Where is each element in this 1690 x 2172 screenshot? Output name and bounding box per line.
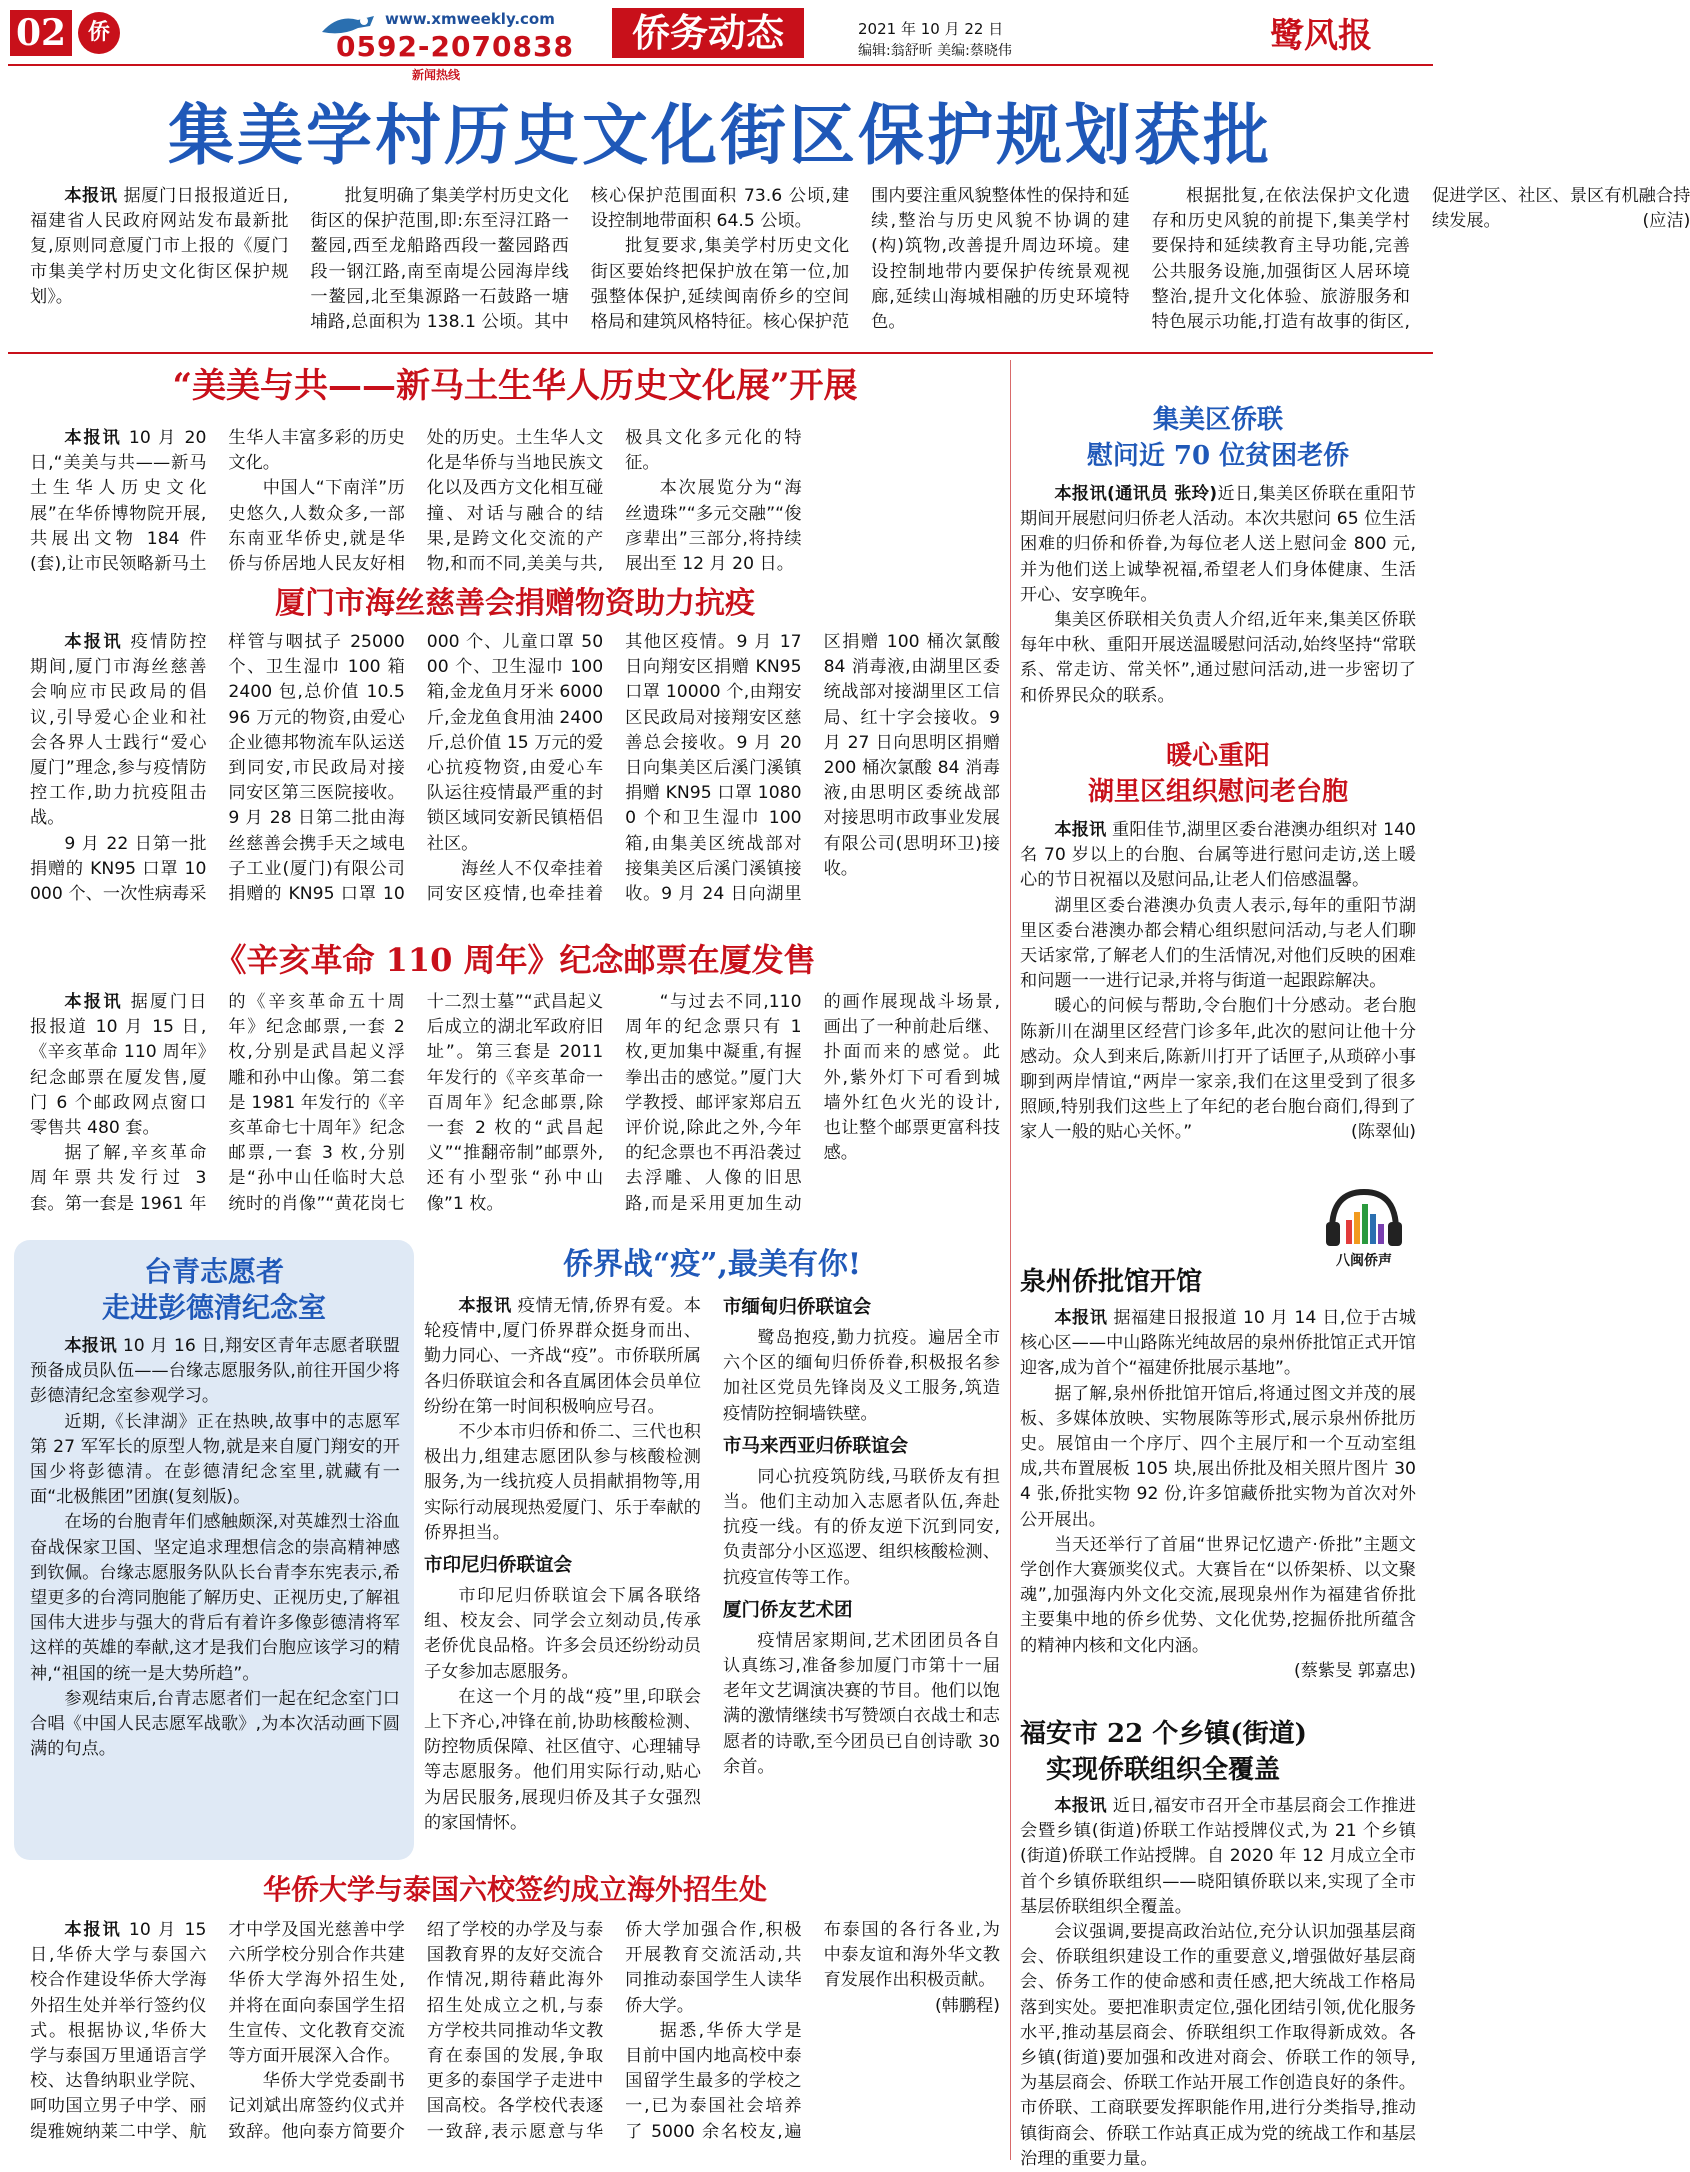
huli-headline: 暖心重阳 湖里区组织慰问老台胞 xyxy=(1087,741,1348,807)
headphones-icon xyxy=(1322,1186,1406,1250)
overseas-sub-art-troupe: 厦门侨友艺术团 xyxy=(723,1599,853,1621)
expo-body: 本报讯 10 月 20 日,“美美与共——新马土生华人历史文化展”在华侨博物院开展,共展出文物 184 件(套),让市民领略新马土生华人丰富多彩的历史文化。 中国人“下南洋”历史悠久,人数众多,一部东南亚华侨史,就是华侨与侨居地人民友好相处的历史。土生华人文化是华侨与当地民族文化以及西方文化相互碰撞、对话与融合的结果,是跨文化交流的产物,和而不同,美美与共,极具文化多元化的特征。 本次展览分为“海丝遗珠”“多元交融”“俊彦辈出”三部分,将持续展出至 12 月 20 日。 xyxy=(30,428,802,575)
header-rule xyxy=(8,64,1433,66)
huaqiao-headline: 华侨大学与泰国六校签约成立海外招生处 xyxy=(262,1873,767,1906)
quanzhou-signature: (蔡紫旻 郭嘉忠) xyxy=(1294,1660,1416,1681)
huli-signature: (陈翠仙) xyxy=(1351,1122,1416,1143)
fuan-headline: 福安市 22 个乡镇(街道) 实现侨联组织全覆盖 xyxy=(1020,1719,1307,1785)
huli-body: 本报讯 重阳佳节,湖里区委台港澳办组织对 140 名 70 岁以上的台胞、台属等进行慰问走访,送上暖心的节日祝福以及慰问品,让老人们倍感温馨。 湖里区委台港澳办负责人表示,每年的重阳节湖里区委台港澳办都会精心组织慰问活动,与老人们聊天话家常,了解老人们的生活情况,对他们反映的困难和问题一一进行记录,并将与街道一起跟踪解决。 暖心的问候与帮助,令台胞们十分感动。老台胞陈新川在湖里区经营门诊多年,此次的慰问让他十分感动。众人到来后,陈新川打开了话匣子,从琐碎小事聊到两岸情谊,“两岸一家亲,我们在这里受到了很多照顾,特别我们这些上了年纪的老台胞台商们,得到了家人一般的贴心关怀。” (陈翠仙) xyxy=(1020,818,1416,1178)
page-header xyxy=(0,0,1441,88)
overseas-body: 本报讯 疫情无情,侨界有爱。本轮疫情中,厦门侨界群众挺身而出、勤力同心、一齐战“疫”。市侨联所属各归侨联谊会和各直属团体会员单位纷纷在第一时间积极响应号召。 不少本市归侨和侨二、三代也积极出力,组建志愿团队参与核酸检测服务,为一线抗疫人员捐献捐物等,用实际行动展现热爱厦门、乐于奉献的侨界担当。 市印尼归侨联谊会 市印尼归侨联谊会下属各联络组、校友会、同学会立刻动员,传承老侨优良品格。许多会员还纷纷动员子女参加志愿服务。 在这一个月的战“疫”里,印联会上下齐心,冲锋在前,协助核酸检测、防控物质保障、社区值守、心理辅导等志愿服务。他们用实际行动,贴心为居民服务,展现归侨及其子女强烈的家国情怀。 市缅甸归侨联谊会 鹭岛抱疫,勤力抗疫。遍居全市六个区的缅甸归侨侨眷,积极报名参加社区党员先锋岗及义工服务,筑造疫情防控铜墙铁壁。 市马来西亚归侨联谊会 同心抗疫筑防线,马联侨友有担当。他们主动加入志愿者队伍,奔赴抗疫一线。有的侨友逆下沉到同安,负责部分小区巡逻、组织核酸检测、抗疫宣传等工作。 厦门侨友艺术团 疫情居家期间,艺术团团员各自认真练习,准备参加厦门市第十一届老年文艺调演决赛的节目。他们以饱满的激情继续书写赞颂白衣战士和志愿者的诗歌,至今团员已自创诗歌 30 余首。 xyxy=(424,1296,1000,1833)
section-title: 侨务动态 xyxy=(612,8,804,58)
hotline-caption: 新闻热线 xyxy=(412,68,461,82)
taiwan-body: 本报讯 10 月 16 日,翔安区青年志愿者联盟预备成员队伍——台缘志愿服务队,前往开国少将彭德清纪念室参观学习。 近期,《长津湖》正在热映,故事中的志愿军第 27 军军长的原型人物,就是来自厦门翔安的开国少将彭德清。在彭德清纪念室里,就藏有一面“北极熊团”团旗(复刻版)。 在场的台胞青年们感触颇深,对英雄烈士浴血奋战保家卫国、坚定追求理想信念的崇高精神感到钦佩。台缘志愿服务队队长台青李东宪表示,希望更多的台湾同胞能了解历史、正视历史,了解祖国伟大进步与强大的背后有着许多像彭德清将军这样的英雄的奉献,这才是我们台胞应该学习的精神,“祖国的统一是大势所趋”。 参观结束后,台青志愿者们一起在纪念室门口合唱《中国人民志愿军战歌》,为本次活动画下圆满的句点。 xyxy=(30,1336,400,1760)
overseas-sub-myanmar: 市缅甸归侨联谊会 xyxy=(723,1297,872,1318)
overseas-headline: 侨界战“疫”,最美有你! xyxy=(562,1247,862,1282)
stamp-body: 本报讯 据厦门日报报道 10 月 15 日,《辛亥革命 110 周年》纪念邮票在厦发售,厦门 6 个邮政网点窗口零售共 480 套。 据了解,辛亥革命周年票共发行过 3 套。第一套是 1961 年的《辛亥革命五十周年》纪念邮票,一套 2 枚,分别是武昌起义浮雕和孙中山像。第二套是 1981 年发行的《辛亥革命七十周年》纪念邮票,一套 3 枚,分别是“孙中山任临时大总统时的肖像”“黄花岗七十二烈士墓”“武昌起义后成立的湖北军政府旧址”。第三套是 2011 年发行的《辛亥革命一百周年》纪念邮票,除一套 2 枚的“武昌起义”“推翻帝制”邮票外,还有小型张“孙中山像”1 枚。 “与过去不同,110 周年的纪念票只有 1 枚,更加集中凝重,有握拳出击的感觉。”厦门大学教授、邮评家郑启五评价说,除此之外,今年的纪念票也不再沿袭过去浮雕、人像的旧思路,而是采用更加生动的画作展现战斗场景,画出了一种前赴后继、扑面而来的感觉。此外,紫外灯下可看到城墙外红色火光的设计,也让整个邮票更富科技感。 xyxy=(30,992,1000,1214)
expo-headline: “美美与共——新马土生华人历史文化展”开展 xyxy=(172,366,858,406)
lead-headline: 集美学村历史文化街区保护规划获批 xyxy=(168,96,1272,174)
page-badge-icon: 侨 xyxy=(78,12,120,54)
section-badge: 八闽侨声 xyxy=(1336,1253,1392,1269)
huaqiao-body: 本报讯 10 月 15 日,华侨大学与泰国六校合作建设华侨大学海外招生处并举行签约仪式。根据协议,华侨大学与泰国万里通语言学校、达鲁纳职业学院、呵叻国立男子中学、丽缇雅婉纳莱二中学、航才中学及国光慈善中学六所学校分别合作共建华侨大学海外招生处,并将在面向泰国学生招生宣传、文化教育交流等方面开展深入合作。 华侨大学党委副书记刘斌出席签约仪式并致辞。他向泰方简要介绍了学校的办学及与泰国教育界的友好交流合作情况,期待藉此海外招生处成立之机,与泰方学校共同推动华文教育在泰国的发展,争取更多的泰国学子走进中国高校。各学校代表逐一致辞,表示愿意与华侨大学加强合作,积极开展教育交流活动,共同推动泰国学生人读华侨大学。 据悉,华侨大学是目前中国内地高校中泰国留学生最多的学校之一,已为泰国社会培养了 5000 余名校友,遍布泰国的各行各业,为中泰友谊和海外华文教育发展作出积极贡献。 (韩鹏程) xyxy=(30,1920,1000,2142)
jimei-visit-headline: 集美区侨联 慰问近 70 位贫困老侨 xyxy=(1086,405,1350,471)
fuan-body: 本报讯 近日,福安市召开全市基层商会工作推进会暨乡镇(街道)侨联工作站授牌仪式,为 21 个乡镇(街道)侨联工作站授牌。自 2020 年 12 月成立全市首个乡镇侨联组织——晓阳镇侨联以来,实现了全市基层侨联组织全覆盖。 会议强调,要提高政治站位,充分认识加强基层商会、侨联组织建设工作的重要意义,增强做好基层商会、侨务工作的使命感和责任感,把大统战工作格局落到实处。要把准职责定位,强化团结引领,优化服务水平,推动基层商会、侨联组织工作取得新成效。各乡镇(街道)要加强和改进对商会、侨联工作的领导,为基层商会、侨联工作站开展工作创造良好的条件。市侨联、工商联要发挥职能作用,进行分类指导,推动镇街商会、侨联工作站真正成为党的统战工作和基层治理的重要力量。 xyxy=(1020,1796,1416,2169)
overseas-sub-indonesia: 市印尼归侨联谊会 xyxy=(424,1555,573,1577)
lead-signature: (应洁) xyxy=(1642,211,1690,232)
stamp-headline: 《辛亥革命 110 周年》纪念邮票在厦发售 xyxy=(214,941,816,979)
haisi-body: 本报讯 疫情防控期间,厦门市海丝慈善会响应市民政局的倡议,引导爱心企业和社会各界人士践行“爱心厦门”理念,参与疫情防控工作,助力抗疫阻击战。 9 月 22 日第一批捐赠的 KN95 口罩 10000 个、一次性病毒采样管与咽拭子 25000 个、卫生湿巾 100 箱 2400 包,总价值 10.596 万元的物资,由爱心企业德邦物流车队运送到同安,市民政局对接同安区第三医院接收。9 月 28 日第二批由海丝慈善会携手天之域电子工业(厦门)有限公司捐赠的 KN95 口罩 10000 个、儿童口罩 5000 个、卫生湿巾 100 箱,金龙鱼月牙米 6000 斤,金龙鱼食用油 2400 斤,总价值 15 万元的爱心抗疫物资,由爱心车队运往疫情最严重的封锁区域同安新民镇梧侣社区。 海丝人不仅牵挂着同安区疫情,也牵挂着其他区疫情。9 月 17 日向翔安区捐赠 KN95 口罩 10000 个,由翔安区民政局对接翔安区慈善总会接收。9 月 20 日向集美区后溪门溪镇捐赠 KN95 口罩 10800 个和卫生湿巾 100 箱,由集美区统战部对接集美区后溪门溪镇接收。9 月 24 日向湖里区捐赠 100 桶次氯酸 84 消毒液,由湖里区委统战部对接湖里区工信局、红十字会接收。9 月 27 日向思明区捐赠 200 桶次氯酸 84 消毒液,由思明区委统战部对接思明市政事业发展有限公司(思明环卫)接收。 xyxy=(30,632,1000,905)
column-divider xyxy=(1010,360,1011,2160)
overseas-sub-malaysia: 市马来西亚归侨联谊会 xyxy=(723,1435,909,1457)
lead-body: 本报讯 据厦门日报报道近日,福建省人民政府网站发布最新批复,原则同意厦门市上报的《厦门市集美学村历史文化街区保护规划》。 批复明确了集美学村历史文化街区的保护范围,即:东至浔江路一鳌园,西至龙船路西段一鳌园路西段一钢江路,南至南堤公园海岸线一鳌园,北至集源路一石鼓路一塘埔路,总面积为 138.1 公顷。其中核心保护范围面积 73.6 公顷,建设控制地带面积 64.5 公顷。 批复要求,集美学村历史文化街区要始终把保护放在第一位,加强整体保护,延续闽南侨乡的空间格局和建筑风格特征。核心保护范围内要注重风貌整体性的保持和延续,整治与历史风貌不协调的建(构)筑物,改善提升周边环境。建设控制地带内要保护传统景观视廊,延续山海城相融的历史环境特色。 根据批复,在依法保护文化遗存和历史风貌的前提下,集美学村要保持和延续教育主导功能,完善公共服务设施,加强街区人居环境整治,提升文化体验、旅游服务和特色展示功能,打造有故事的街区,促进学区、社区、景区有机融合持续发展。 (应洁) xyxy=(30,186,1690,333)
huaqiao-signature: (韩鹏程) xyxy=(934,1995,1000,2016)
website[interactable]: www.xmweekly.com xyxy=(385,10,555,28)
hotline: 0592-2070838 xyxy=(336,30,574,63)
page-number: 02 xyxy=(10,10,72,56)
taiwan-headline: 台青志愿者 走进彭德清纪念室 xyxy=(101,1255,326,1324)
issue-date: 2021 年 10 月 22 日 xyxy=(858,20,1004,38)
lead-rule xyxy=(8,352,1433,354)
quanzhou-headline: 泉州侨批馆开馆 xyxy=(1020,1267,1203,1297)
editors: 编辑:翁舒昕 美编:蔡晓伟 xyxy=(858,43,1012,59)
paper-name: 鹭风报 xyxy=(1270,16,1372,56)
quanzhou-body: 本报讯 据福建日报报道 10 月 14 日,位于古城核心区——中山路陈光纯故居的泉州侨批馆正式开馆迎客,成为首个“福建侨批展示基地”。 据了解,泉州侨批馆开馆后,将通过图文并茂的展板、多媒体放映、实物展陈等形式,展示泉州侨批历史。展馆由一个序厅、四个主展厅和一个互动室组成,共布置展板 105 块,展出侨批及相关照片图片 304 张,侨批实物 92 份,许多馆藏侨批实物为首次对外公开展出。 当天还举行了首届“世界记忆遗产·侨批”主题文学创作大赛颁奖仪式。大赛旨在“以侨架桥、以文聚魂”,加强海内外文化交流,展现泉州作为福建省侨批主要集中地的侨乡优势、文化优势,挖掘侨批所蕴含的精神内核和文化内涵。 (蔡紫旻 郭嘉忠) xyxy=(1020,1308,1416,1681)
haisi-headline: 厦门市海丝慈善会捐赠物资助力抗疫 xyxy=(275,586,755,621)
jimei-visit-body: 本报讯(通讯员 张玲)近日,集美区侨联在重阳节期间开展慰问归侨老人活动。本次共慰问 65 位生活困难的归侨和侨眷,为每位老人送上慰问金 800 元,并为他们送上诚挚祝福,希望老人们身体健康、生活开心、安享晚年。 集美区侨联相关负责人介绍,近年来,集美区侨联每年中秋、重阳开展送温暖慰问活动,始终坚持“常联系、常走访、常关怀”,通过慰问活动,进一步密切了和侨界民众的联系。 xyxy=(1020,484,1416,706)
